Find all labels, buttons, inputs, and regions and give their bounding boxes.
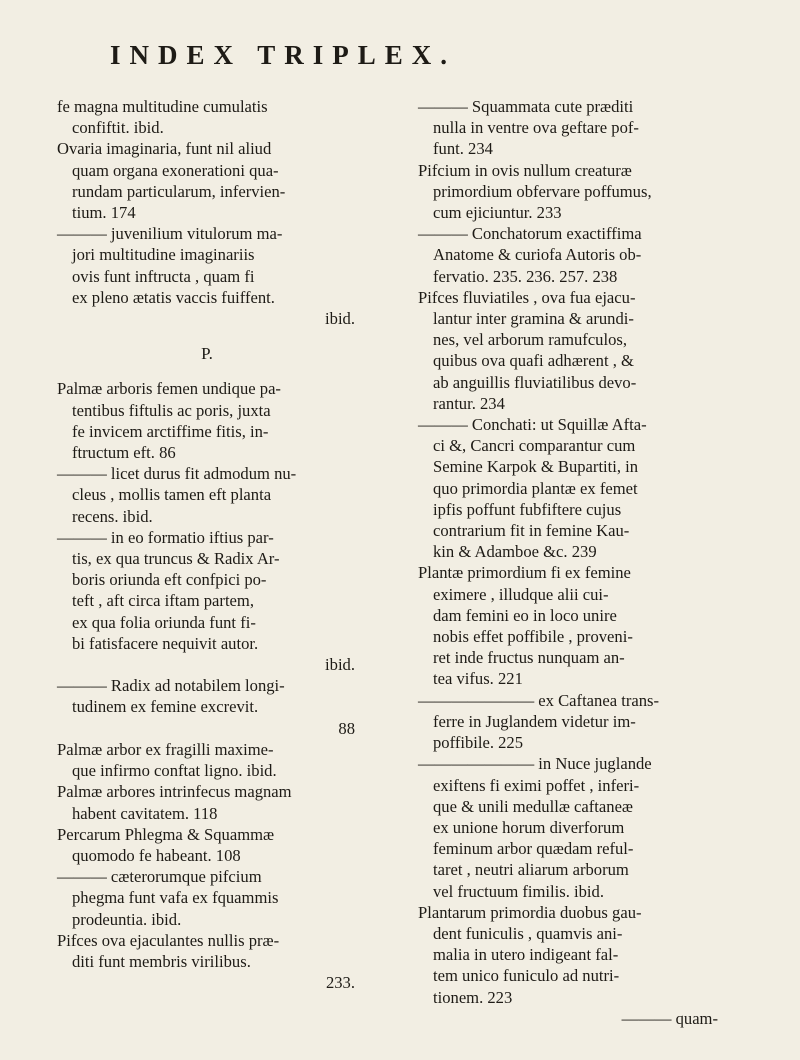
index-entry-line: ftructum eft. 86 (72, 443, 176, 463)
index-entry-line: 88 (338, 718, 355, 738)
index-entry-line: Plantæ primordium fi ex femine (418, 563, 631, 583)
index-entry (418, 690, 718, 754)
index-entry-line: que & unili medullæ caftaneæ (433, 796, 634, 816)
index-entry-line: Palmæ arbor ex fragilli maxime- (57, 739, 274, 759)
index-entry-line: Anatome & curiofa Autoris ob- (433, 245, 642, 265)
index-entry (57, 463, 357, 527)
index-entry-line: Percarum Phlegma & Squammæ (57, 824, 275, 844)
index-entry (57, 138, 357, 223)
index-entry-line: ——— cæterorumque pifcium (57, 867, 262, 887)
index-entry-line: que infirmo conftat ligno. ibid. (72, 761, 277, 781)
index-entry (57, 739, 357, 781)
index-entry-line: ——— Conchati: ut Squillæ Afta- (418, 415, 647, 435)
index-entry-line: diti funt membris virilibus. (72, 951, 251, 971)
index-entry (418, 902, 718, 1008)
index-entry-line: nes, vel arborum ramufculos, (433, 330, 627, 350)
index-entry-line: funt. 234 (433, 139, 493, 159)
index-entry-line: tudinem ex femine excrevit. (72, 697, 259, 717)
index-entry-line: Ovaria imaginaria, funt nil aliud (57, 139, 272, 159)
index-entry (57, 527, 357, 675)
index-entry-line: ——— licet durus fit admodum nu- (57, 464, 297, 484)
index-entry (57, 781, 357, 823)
running-head: INDEX TRIPLEX. (110, 40, 457, 70)
index-entry-line: quomodo fe habeant. 108 (72, 845, 241, 865)
index-entry-line: ci &, Cancri comparantur cum (433, 436, 636, 456)
index-entry-line: lantur inter gramina & arundi- (433, 309, 634, 329)
index-entry-line: Pifcium in ovis nullum creaturæ (418, 160, 632, 180)
index-entry-line: tentibus fiftulis ac poris, juxta (72, 400, 271, 420)
index-entry-line: prodeuntia. ibid. (72, 909, 182, 929)
index-entry (57, 824, 357, 866)
index-entry-line: primordium obfervare poffumus, (433, 181, 652, 201)
index-entry-line: ex unione horum diverforum (433, 817, 625, 837)
left-entries-after (57, 378, 357, 993)
index-entry-line: vel fructuum fimilis. ibid. (433, 881, 604, 901)
index-entry-line: exiftens fi eximi poffet , inferi- (433, 775, 640, 795)
index-entry (418, 562, 718, 689)
index-entry-line: ipfis poffunt fubfiftere cujus (433, 499, 622, 519)
index-entry-line: Plantarum primordia duobus gau- (418, 902, 642, 922)
index-entry-line: tem unico funiculo ad nutri- (433, 966, 620, 986)
index-entry (57, 378, 357, 463)
index-entry (418, 414, 718, 562)
index-entry-line: Palmæ arboris femen undique pa- (57, 379, 281, 399)
index-entry-line: ab anguillis fluviatilibus devo- (433, 372, 637, 392)
index-entry-line: dent funiculis , quamvis ani- (433, 923, 623, 943)
index-entry-line: ——— in eo formatio iftius par- (57, 527, 274, 547)
index-entry-line: tium. 174 (72, 203, 136, 223)
index-entry-line: habent cavitatem. 118 (72, 803, 218, 823)
catchword: ——— quam- (621, 1008, 718, 1028)
index-entry-line: malia in utero indigeant fal- (433, 945, 619, 965)
index-entry-line: teft , aft circa iftam partem, (72, 591, 254, 611)
index-entry-line: phegma funt vafa ex fquammis (72, 888, 279, 908)
index-entry-line: ——————— in Nuce juglande (418, 754, 652, 774)
index-entry-line: tis, ex qua truncus & Radix Ar- (72, 549, 280, 569)
index-entry-line: ibid. (325, 309, 355, 329)
index-entry-line: taret , neutri aliarum arborum (433, 860, 629, 880)
index-entry-line: jori multitudine imaginariis (72, 245, 255, 265)
index-entry-line: ibid. (325, 655, 355, 675)
section-letter: P. (201, 344, 213, 364)
index-entry-line: fe magna multitudine cumulatis (57, 97, 268, 116)
index-entry-line: bi fatisfacere nequivit autor. (72, 633, 259, 653)
index-entry-line: nulla in ventre ova geftare pof- (433, 118, 639, 138)
index-entry-line: ovis funt inftructa , quam fi (72, 266, 255, 286)
index-entry-line: ret inde fructus nunquam an- (433, 648, 625, 668)
index-entry-line: tea vifus. 221 (433, 669, 523, 689)
index-entry-line: kin & Adamboe &c. 239 (433, 542, 597, 562)
index-entry-line: quam organa exonerationi qua- (72, 160, 279, 180)
index-entry-line: Pifces fluviatiles , ova fua ejacu- (418, 287, 636, 307)
index-entry (418, 160, 718, 224)
index-entry-line: eximere , illudque alii cui- (433, 584, 609, 604)
index-entry-line: tionem. 223 (433, 987, 513, 1007)
right-column (418, 96, 718, 1029)
index-entry-line: ex pleno ætatis vaccis fuiffent. (72, 287, 275, 307)
index-entry-line: rantur. 234 (433, 393, 505, 413)
index-entry-line: recens. ibid. (72, 506, 153, 526)
index-entry-line: quibus ova quafi adhærent , & (433, 351, 634, 371)
index-entry-line: feminum arbor quædam reful- (433, 839, 634, 859)
index-entry-line: cleus , mollis tamen eft planta (72, 485, 272, 505)
index-entry-line: ex qua folia oriunda funt fi- (72, 612, 256, 632)
index-entry-line: ——— Conchatorum exactiffima (418, 224, 642, 244)
index-entry (57, 96, 357, 138)
index-entry-line: ——— Squammata cute præditi (418, 97, 634, 116)
index-entry-line: boris oriunda eft confpici po- (72, 570, 267, 590)
index-entry (418, 287, 718, 414)
index-entry-line: ——————— ex Caftanea trans- (418, 690, 660, 710)
index-entry (418, 223, 718, 287)
index-entry (57, 675, 357, 739)
left-entries-before (57, 96, 357, 329)
index-entry-line: 233. (325, 973, 355, 993)
index-entry-line: ——— juvenilium vitulorum ma- (57, 224, 283, 244)
index-entry-line: ferre in Juglandem videtur im- (433, 711, 636, 731)
index-entry-line: ——— Radix ad notabilem longi- (57, 676, 285, 696)
index-entry-line: fe invicem arctiffime fitis, in- (72, 421, 269, 441)
index-entry-line: fervatio. 235. 236. 257. 238 (433, 266, 618, 286)
index-entry-line: contrarium fit in femine Kau- (433, 521, 630, 541)
index-entry (418, 96, 718, 160)
index-entry-line: poffibile. 225 (433, 733, 524, 753)
right-entries (418, 96, 718, 1008)
index-entry (418, 753, 718, 901)
index-entry-line: confiftit. ibid. (72, 118, 164, 138)
index-entry (57, 866, 357, 930)
index-entry-line: dam femini eo in loco unire (433, 605, 617, 625)
index-entry-line: rundam particularum, infervien- (72, 181, 286, 201)
index-entry-line: nobis effet poffibile , proveni- (433, 627, 633, 647)
index-entry-line: cum ejiciuntur. 233 (433, 203, 562, 223)
index-entry-line: Pifces ova ejaculantes nullis præ- (57, 930, 280, 950)
index-entry-line: Palmæ arbores intrinfecus magnam (57, 782, 292, 802)
index-entry (57, 223, 357, 329)
index-entry (57, 930, 357, 994)
left-column (57, 96, 357, 993)
index-entry-line: Semine Karpok & Bupartiti, in (433, 457, 639, 477)
index-entry-line: quo primordia plantæ ex femet (433, 478, 638, 498)
